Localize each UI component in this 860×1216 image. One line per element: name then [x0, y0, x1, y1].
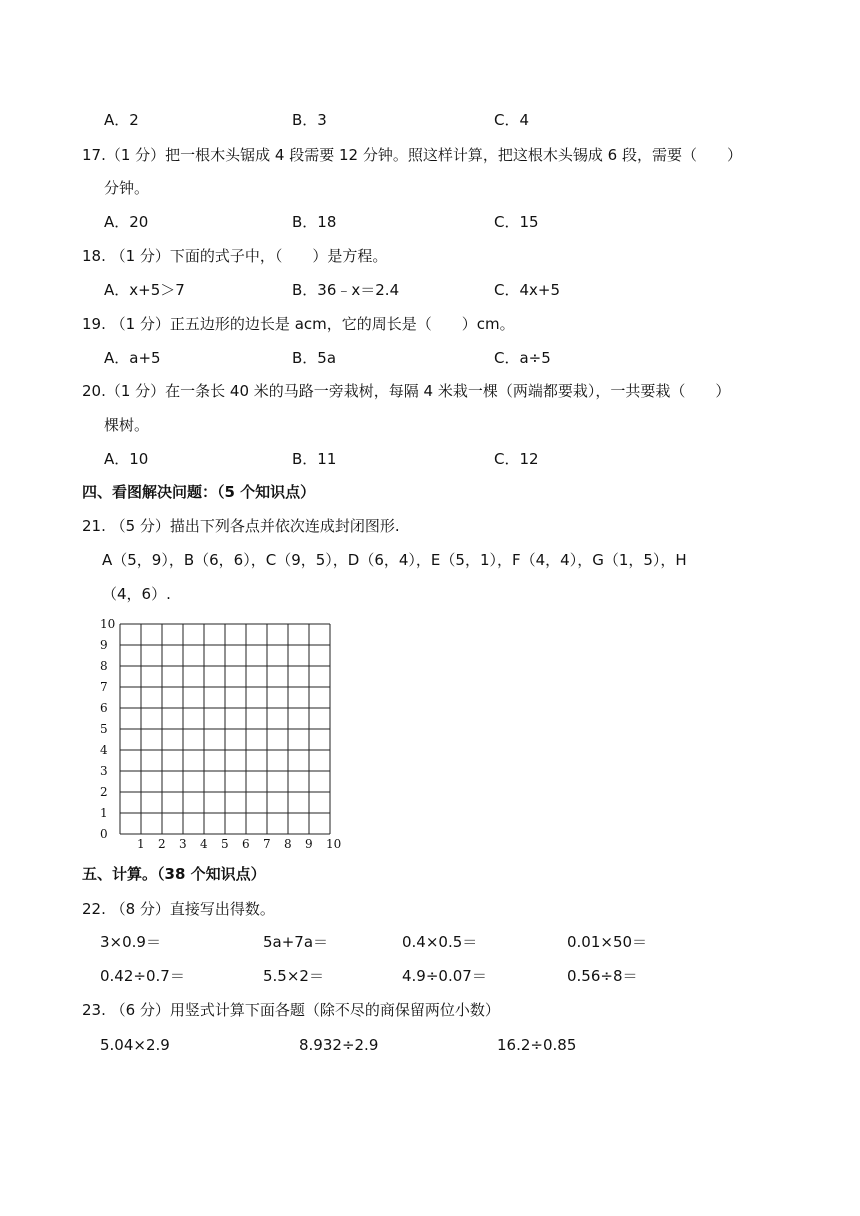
grid-x-label: 2	[158, 837, 166, 851]
q17-option-a: A．20	[104, 213, 149, 231]
grid-y-label: 8	[100, 659, 108, 673]
q22-item: 3×0.9＝	[100, 933, 161, 951]
q21-points: A（5，9），B（6，6），C（9，5），D（6，4），E（5，1），F（4，4），G（1，5），H	[102, 551, 687, 569]
grid-x-label: 8	[284, 837, 292, 851]
grid-y-label: 0	[100, 827, 108, 841]
q23-item: 5.04×2.9	[100, 1036, 170, 1054]
grid-x-label: 10	[326, 837, 342, 851]
q22-item: 4.9÷0.07＝	[402, 967, 487, 985]
q18-option-c: C．4x+5	[494, 281, 561, 299]
grid-x-label: 7	[263, 837, 271, 851]
q17-stem: 17.（1 分）把一根木头锯成 4 段需要 12 分钟。照这样计算，把这根木头锡成 6 段，需要（ ）	[82, 146, 742, 164]
grid-y-label: 5	[100, 722, 108, 736]
grid-x-label: 4	[200, 837, 208, 851]
q22-item: 0.42÷0.7＝	[100, 967, 185, 985]
q17-option-b: B．18	[292, 213, 337, 231]
q20-option-a: A．10	[104, 450, 149, 468]
q23-item: 8.932÷2.9	[299, 1036, 379, 1054]
grid-x-label: 9	[305, 837, 313, 851]
grid-x-label: 6	[242, 837, 250, 851]
q19-stem: 19. （1 分）正五边形的边长是 acm，它的周长是（ ）cm。	[82, 315, 515, 333]
q21-points-cont: （4，6）.	[102, 585, 171, 603]
grid-x-label: 1	[137, 837, 145, 851]
grid-y-label: 2	[100, 785, 108, 799]
q19-option-c: C．a÷5	[494, 349, 551, 367]
q22-item: 0.4×0.5＝	[402, 933, 478, 951]
grid-y-label: 10	[100, 617, 116, 631]
q18-option-b: B．36﹣x＝2.4	[292, 281, 400, 299]
q21-stem: 21. （5 分）描出下列各点并依次连成封闭图形.	[82, 517, 400, 535]
grid-y-label: 7	[100, 680, 108, 694]
grid-y-label: 1	[100, 806, 108, 820]
q16-option-c: C．4	[494, 111, 530, 129]
grid-x-label: 5	[221, 837, 229, 851]
q17-stem-cont: 分钟。	[104, 179, 150, 197]
q23-item: 16.2÷0.85	[497, 1036, 577, 1054]
q16-option-a: A．2	[104, 111, 139, 129]
q22-item: 0.56÷8＝	[567, 967, 638, 985]
q17-option-c: C．15	[494, 213, 539, 231]
q20-option-b: B．11	[292, 450, 337, 468]
q20-stem: 20.（1 分）在一条长 40 米的马路一旁栽树，每隔 4 米栽一棵（两端都要栽），一共要栽（ ）	[82, 382, 731, 400]
grid-y-label: 6	[100, 701, 108, 715]
q16-option-b: B．3	[292, 111, 327, 129]
q22-item: 5a+7a＝	[263, 933, 329, 951]
q20-option-c: C．12	[494, 450, 539, 468]
grid-y-label: 9	[100, 638, 108, 652]
q18-option-a: A．x+5＞7	[104, 281, 185, 299]
q22-item: 0.01×50＝	[567, 933, 648, 951]
q19-option-b: B．5a	[292, 349, 337, 367]
grid-y-label: 4	[100, 743, 108, 757]
coordinate-grid	[100, 612, 340, 852]
q22-item: 5.5×2＝	[263, 967, 324, 985]
q20-stem-cont: 棵树。	[104, 416, 150, 434]
q23-stem: 23. （6 分）用竖式计算下面各题（除不尽的商保留两位小数）	[82, 1001, 500, 1019]
grid-x-label: 3	[179, 837, 187, 851]
q19-option-a: A．a+5	[104, 349, 161, 367]
q18-stem: 18. （1 分）下面的式子中，（ ）是方程。	[82, 247, 388, 265]
grid-y-label: 3	[100, 764, 108, 778]
q22-stem: 22. （8 分）直接写出得数。	[82, 900, 275, 918]
grid-lines	[100, 612, 340, 852]
section-5-heading: 五、计算。（38 个知识点）	[82, 865, 266, 883]
section-4-heading: 四、看图解决问题：（5 个知识点）	[82, 483, 316, 501]
